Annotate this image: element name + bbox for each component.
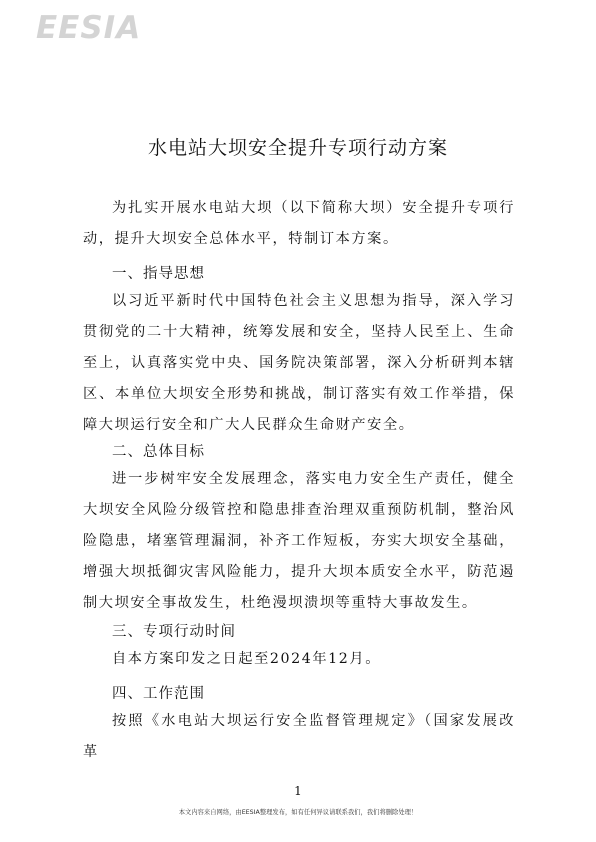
section-2-heading: 二、总体目标 <box>112 444 205 460</box>
section-4-paragraph: 按照《水电站大坝运行安全监督管理规定》（国家发展改革 <box>83 713 515 760</box>
document-title: 水电站大坝安全提升专项行动方案 <box>147 137 448 159</box>
section-3-paragraph: 自本方案印发之日起至2024年12月。 <box>112 651 381 667</box>
section-4-heading: 四、工作范围 <box>112 686 205 702</box>
section-1-paragraph: 以习近平新时代中国特色社会主义思想为指导，深入学习贯彻党的二十大精神，统筹发展和安全，坚持人民至上、生命至上，认真落实党中央、国务院决策部署，深入分析研判本辖区、本单位大坝安全形势和挑战，制订落实有效工作举措，保障大坝运行安全和广大人民群众生命财产安全。 <box>83 293 515 433</box>
page-number: 1 <box>294 784 302 798</box>
intro-paragraph: 为扎实开展水电站大坝（以下简称大坝）安全提升专项行动，提升大坝安全总体水平，特制订本方案。 <box>83 200 515 247</box>
section-2-paragraph: 进一步树牢安全发展理念，落实电力安全生产责任，健全大坝安全风险分级管控和隐患排查治理双重预防机制，整治风险隐患，堵塞管理漏洞，补齐工作短板，夯实大坝安全基础，增强大坝抵御灾害风险能力，提升大坝本质安全水平，防范遏制大坝安全事故发生，杜绝漫坝溃坝等重特大事故发生。 <box>83 471 515 611</box>
section-1-heading: 一、指导思想 <box>112 266 205 282</box>
footer-disclaimer: 本文内容来自网络，由EESIA整理发布，如有任何异议请联系我们，我们将删除处理！ <box>178 809 418 816</box>
eesia-watermark-logo: EESIA <box>36 10 142 46</box>
section-3-heading: 三、专项行动时间 <box>112 624 236 640</box>
